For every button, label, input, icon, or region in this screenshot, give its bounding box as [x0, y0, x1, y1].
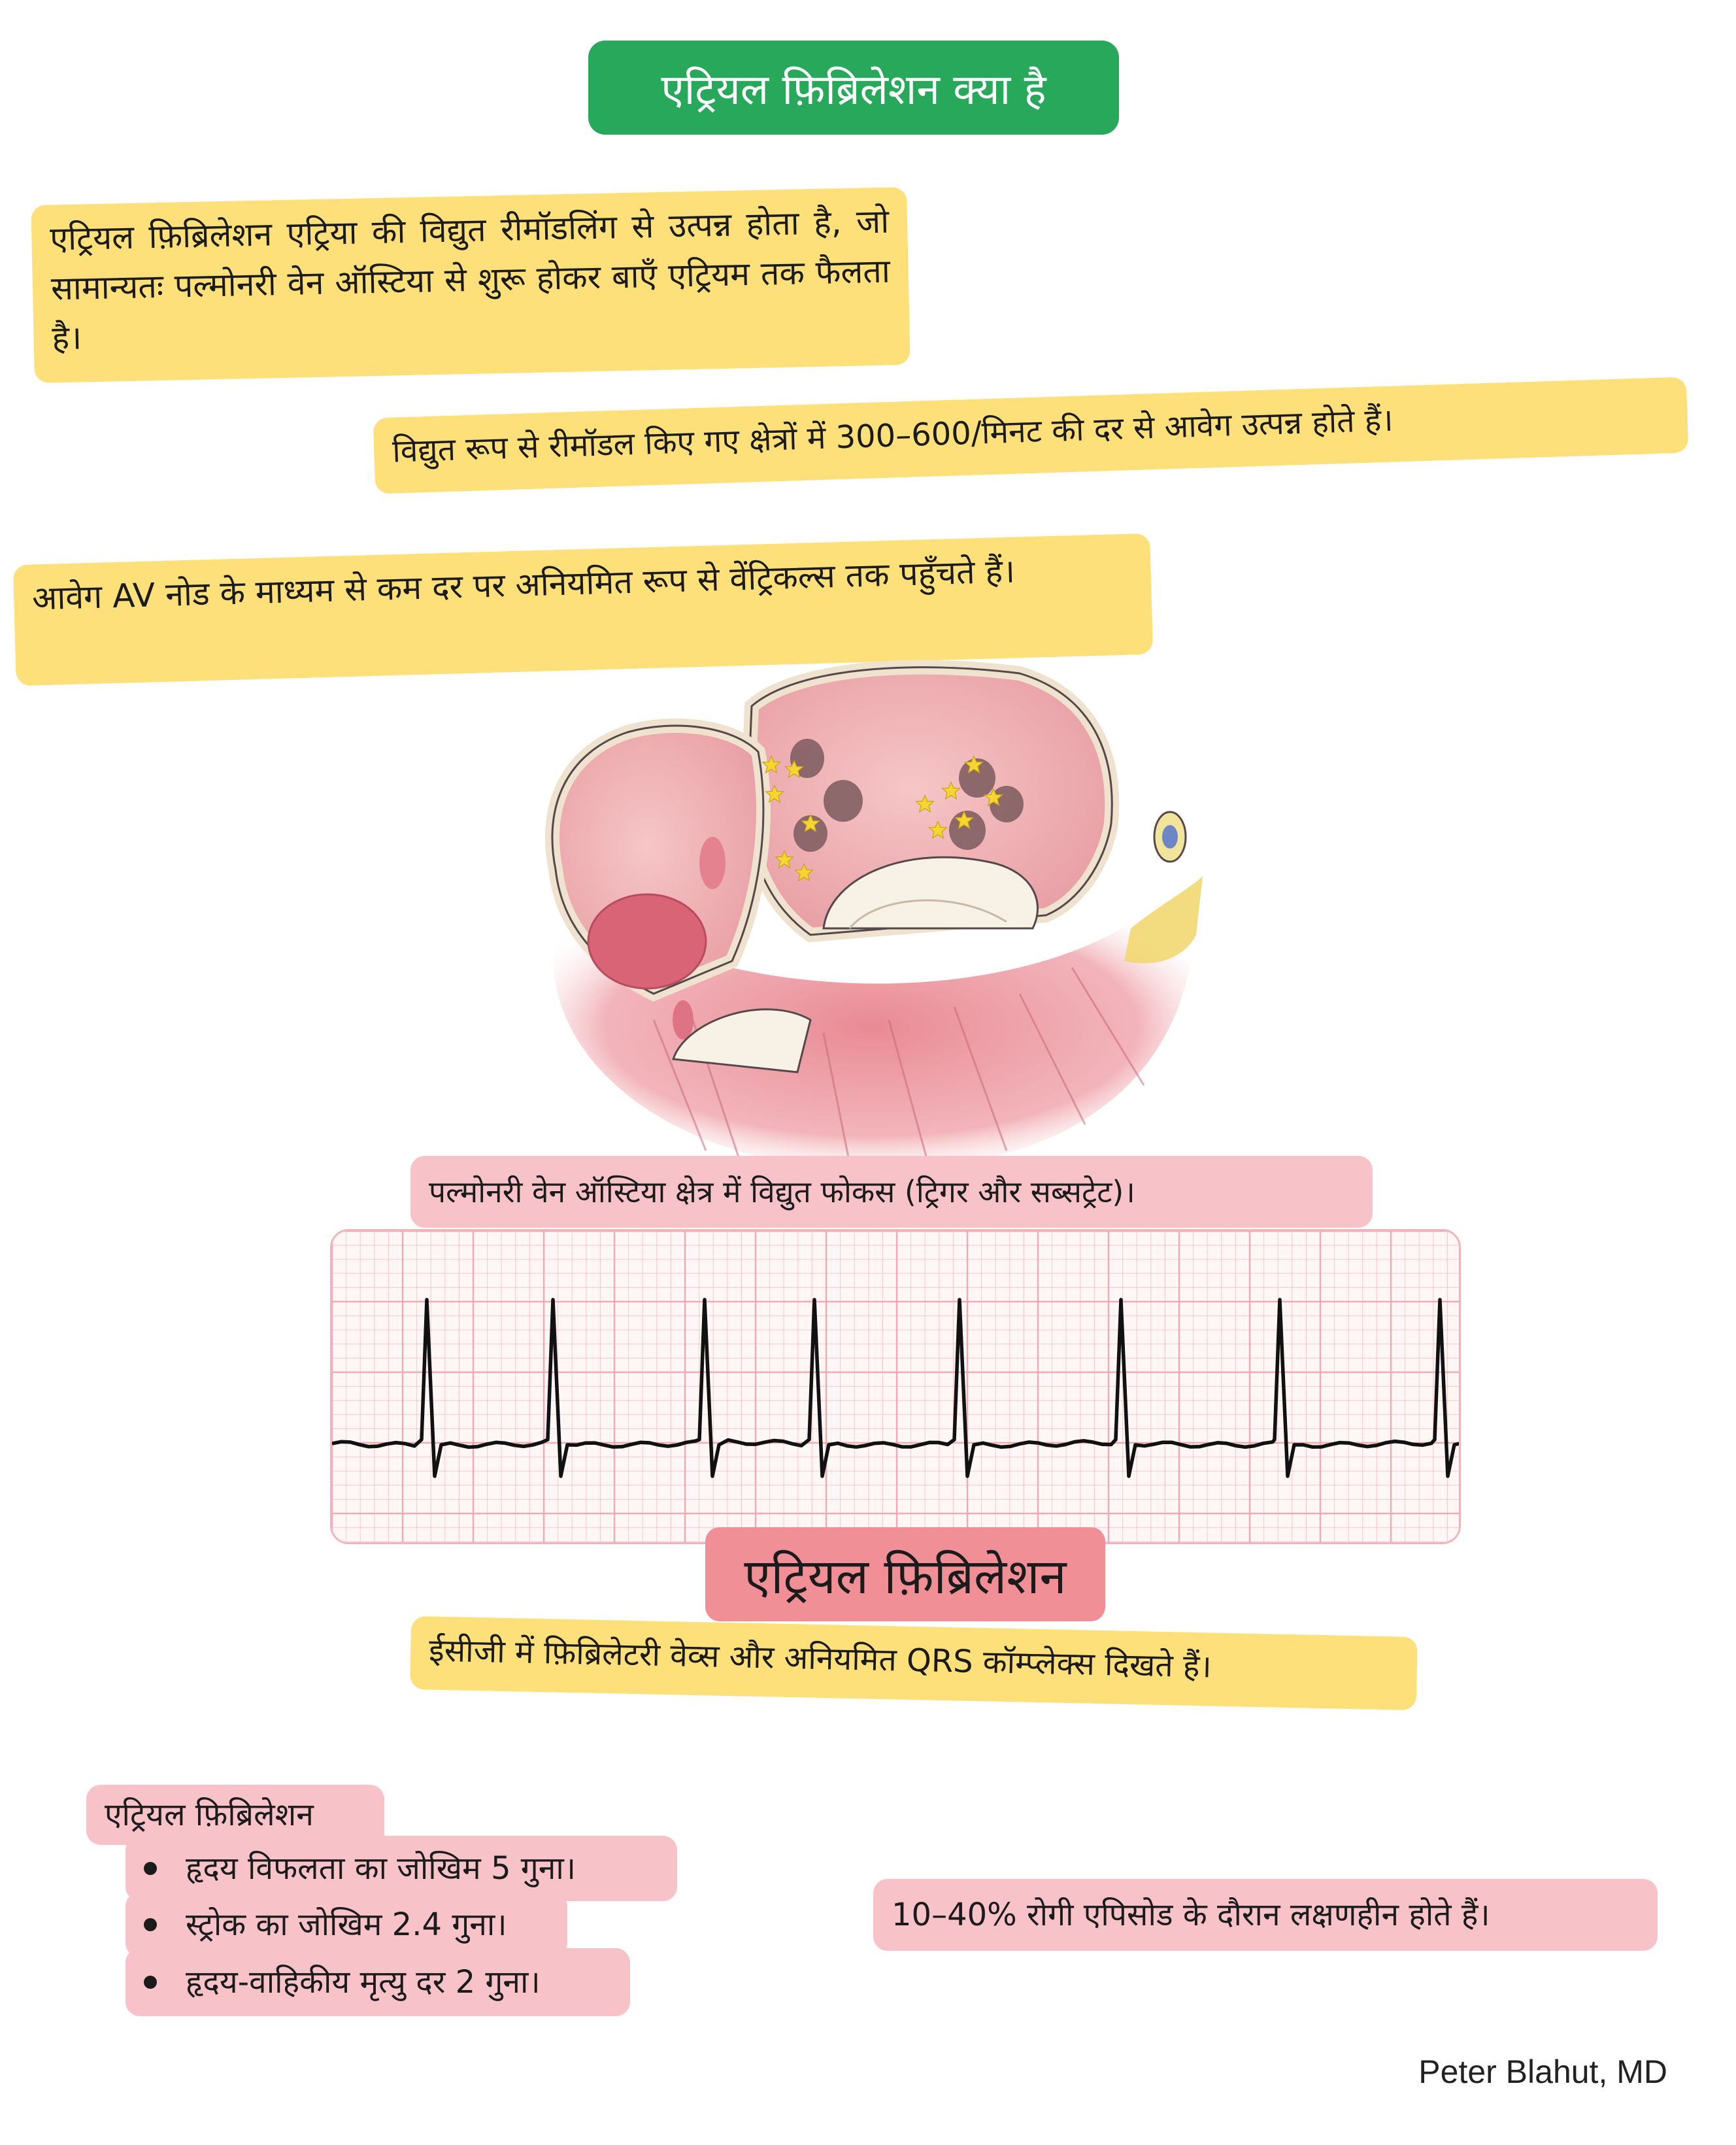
risk-item [125, 1948, 630, 2016]
risk-item [125, 1892, 567, 1957]
risks-heading: एट्रियल फ़िब्रिलेशन [86, 1785, 384, 1845]
heart-illustration [458, 654, 1320, 1177]
av-node-text: आवेग AV नोड के माध्यम से कम दर पर अनियमित रूप से वेंट्रिकल्स तक पहुँचते हैं। [13, 533, 1153, 686]
asymptomatic-text: 10–40% रोगी एपिसोड के दौरान लक्षणहीन होते हैं। [873, 1879, 1658, 1951]
illustration-caption: पल्मोनरी वेन ऑस्टिया क्षेत्र में विद्युत फोकस (ट्रिगर और सब्सट्रेट)। [410, 1156, 1373, 1228]
author-credit: Peter Blahut, MD [1418, 2053, 1667, 2090]
ecg-grid [332, 1231, 1461, 1544]
ecg-label: एट्रियल फ़िब्रिलेशन [705, 1527, 1105, 1621]
risk-item-text: स्ट्रोक का जोखिम 2.4 गुना। [186, 1906, 507, 1943]
risk-item-text: हृदय-वाहिकीय मृत्यु दर 2 गुना। [186, 1964, 541, 2001]
ecg-description: ईसीजी में फ़िब्रिलेटरी वेव्स और अनियमित QRS कॉम्प्लेक्स दिखते हैं। [410, 1616, 1418, 1710]
page-title: एट्रियल फ़िब्रिलेशन क्या है [588, 41, 1119, 135]
risk-item [125, 1836, 677, 1901]
ecg-strip [330, 1229, 1461, 1544]
bullet-icon [144, 1918, 157, 1931]
impulse-rate-text: विद्युत रूप से रीमॉडल किए गए क्षेत्रों में 300–600/मिनट की दर से आवेग उत्पन्न होते हैं। [373, 377, 1689, 494]
bullet-icon [144, 1976, 157, 1989]
ecg-chart [332, 1231, 1461, 1544]
intro-text: एट्रियल फ़िब्रिलेशन एट्रिया की विद्युत रीमॉडलिंग से उत्पन्न होता है, जो सामान्यतः पल्मोनरी वेन ऑस्टिया से शुरू होकर बाएँ एट्रियम तक फैलता है। [31, 187, 910, 383]
risk-item-text: हृदय विफलता का जोखिम 5 गुना। [186, 1850, 576, 1887]
bullet-icon [144, 1862, 157, 1875]
